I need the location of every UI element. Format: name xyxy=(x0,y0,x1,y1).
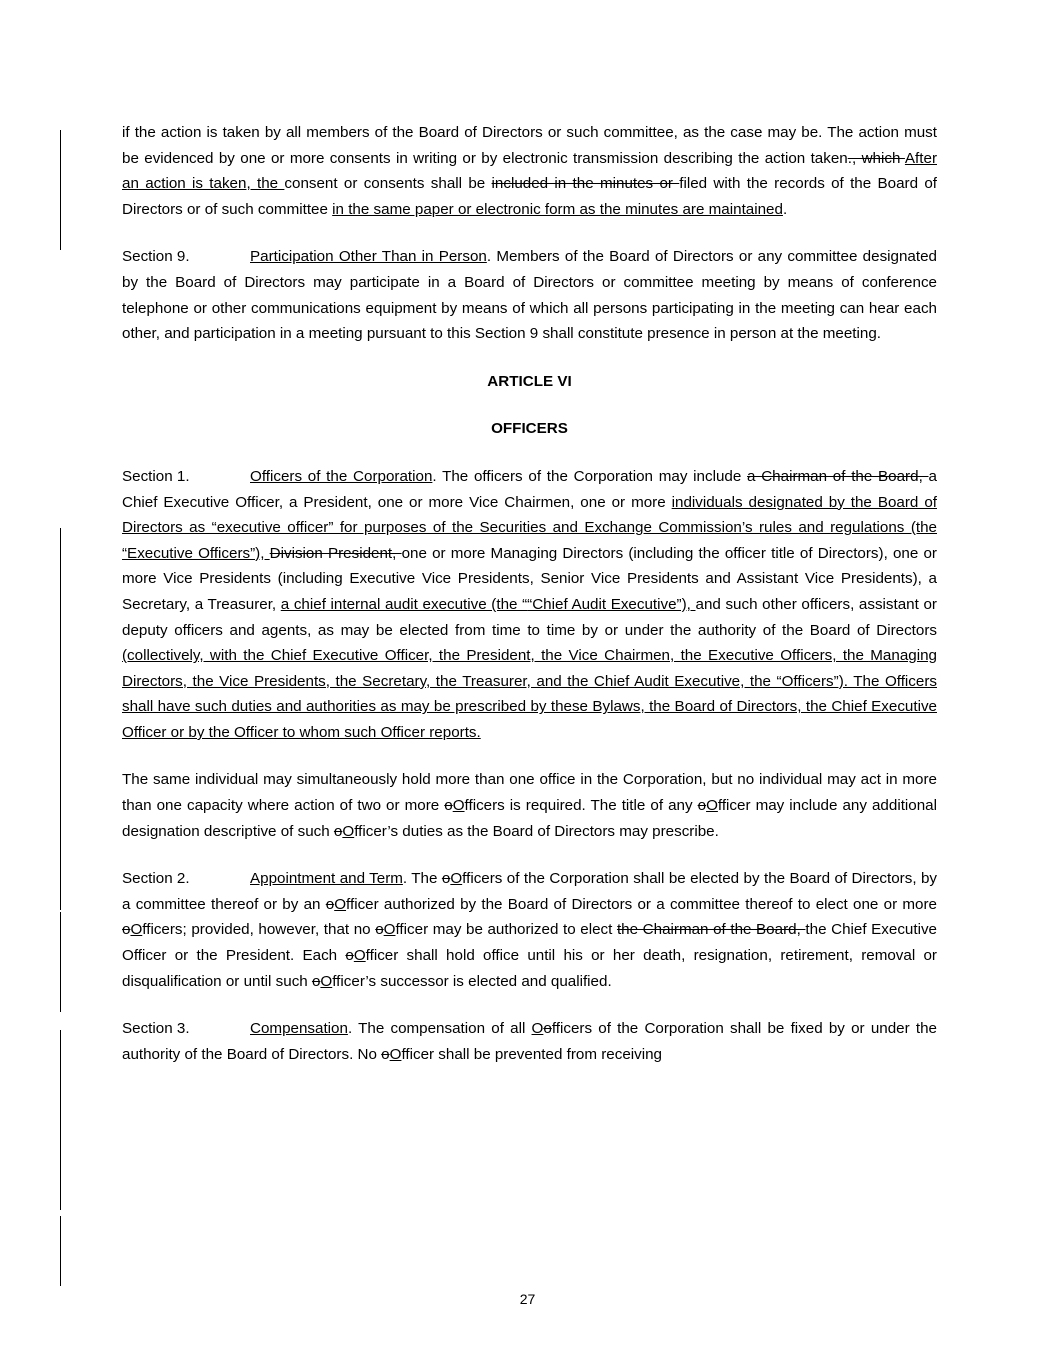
inserted-text: O xyxy=(389,1045,402,1063)
deleted-text: o xyxy=(444,797,453,815)
inserted-text: “Chief Audit Executive”), xyxy=(527,595,696,613)
change-bar xyxy=(60,528,61,698)
inserted-text: O xyxy=(320,972,333,990)
deleted-text: o xyxy=(311,972,321,990)
change-bar xyxy=(60,130,61,250)
body-text: . xyxy=(782,200,788,218)
deleted-text: . xyxy=(847,149,852,167)
section-label: Section 3. xyxy=(122,1020,190,1038)
deleted-text: included in the minutes or xyxy=(491,175,680,193)
body-text: fficer may be authorized to elect xyxy=(395,921,617,939)
body-text: fficer may include any additional designation descriptive of such xyxy=(122,797,937,840)
body-text: fficer shall be prevented from receiving xyxy=(401,1045,663,1063)
deleted-text: o xyxy=(122,921,131,939)
paragraph-p7 xyxy=(122,866,937,994)
page-footer xyxy=(0,1291,1055,1307)
deleted-text: o xyxy=(333,822,343,840)
body-text: one or more Managing Directors (including the officer title of Directors), one or more Vice Presidents (including Executive Vice Presidents, Senior Vice Presidents and Assistant Vice Presidents), a Secretary, a Treasurer, xyxy=(122,544,937,613)
inserted-text: O xyxy=(353,947,366,965)
inserted-text: O xyxy=(452,797,465,815)
paragraph-p6 xyxy=(122,767,937,844)
body-text: . The xyxy=(402,870,442,888)
section-label: Section 1. xyxy=(122,467,190,485)
deleted-text: o xyxy=(381,1045,390,1063)
deleted-text: , which xyxy=(851,149,905,167)
change-bar-margin xyxy=(60,0,64,1365)
deleted-text: o xyxy=(375,921,384,939)
body-text: The same individual may simultaneously hold more than one office in the Corporation, but no individual may act in more than one capacity where action of two or more xyxy=(122,771,937,815)
body-text: . The compensation of all xyxy=(347,1020,532,1038)
inserted-text: a chief internal audit executive (the “ xyxy=(280,595,528,613)
deleted-text: the Chairman of the Board, xyxy=(616,921,806,939)
body-text: the Chief Executive Officer or the President. Each xyxy=(122,921,938,965)
change-bar xyxy=(60,680,61,910)
paragraph-p8 xyxy=(122,1016,937,1067)
body-text: filed with the records of the Board of Directors or of such committee xyxy=(122,175,937,218)
deleted-text: o xyxy=(345,947,354,965)
body-text: consent or consents shall be xyxy=(284,175,492,193)
body-text: fficers; provided, however, that no xyxy=(142,921,376,939)
heading-p4 xyxy=(122,416,937,442)
inserted-text: After an action is taken, the xyxy=(122,149,937,193)
section-title: Appointment and Term xyxy=(250,870,403,888)
body-text: fficer authorized by the Board of Directors or a committee thereof to elect one or more xyxy=(346,895,937,913)
section-title: Participation Other Than in Person xyxy=(250,248,487,266)
body-text: OFFICERS xyxy=(491,420,568,438)
inserted-text: O xyxy=(383,921,396,939)
body-text: ARTICLE VI xyxy=(487,372,572,390)
inserted-text: individuals designated by the Board of Directors as “executive officer” for purposes of the Securities and Exchange Commission’s rules and regulations (the “Executive Officers”), xyxy=(122,493,937,562)
section-title: Compensation xyxy=(250,1020,348,1038)
paragraph-p2 xyxy=(122,244,937,346)
inserted-text: (collectively, with the Chief Executive Officer, the President, the Vice Chairmen, the Executive Officers, the Managing Directors, the Vice Presidents, the Secretary, the Treasurer, and the Chief Audit Executive, the “Officers”). The Officers shall have such duties and authorities as may be prescribed by these Bylaws, the Board of Directors, the Chief Executive Officer or by the Officer to whom such Officer reports. xyxy=(122,647,937,741)
deleted-text: o xyxy=(325,895,335,913)
inserted-text: O xyxy=(334,895,347,913)
deleted-text: o xyxy=(697,797,707,815)
inserted-text: O xyxy=(342,822,355,840)
inserted-text: O xyxy=(450,870,463,888)
inserted-text: O xyxy=(130,921,143,939)
body-text: fficers is required. The title of any xyxy=(464,797,698,815)
section-label: Section 2. xyxy=(122,870,190,888)
change-bar xyxy=(60,1030,61,1210)
deleted-text: o xyxy=(543,1020,552,1038)
body-text: a Chief Executive Officer, a President, one or more Vice Chairmen, one or more xyxy=(122,467,937,511)
body-text: if the action is taken by all members of the Board of Directors or such committee, as the case may be. The action must be evidenced by one or more consents in writing or by electronic transmission describing the action taken xyxy=(122,124,937,167)
body-text: fficers of the Corporation shall be elected by the Board of Directors, by a committee thereof or by an xyxy=(122,870,937,913)
body-text: fficer shall hold office until his or her death, resignation, retirement, removal or disqualification or until such xyxy=(122,947,937,990)
section-label: Section 9. xyxy=(122,248,190,266)
document-body xyxy=(122,120,937,1067)
change-bar xyxy=(60,912,61,1012)
change-bar xyxy=(60,1216,61,1286)
paragraph-p1 xyxy=(122,120,937,222)
body-text: fficer’s successor is elected and qualified. xyxy=(332,972,612,990)
body-text: fficers of the Corporation shall be fixed by or under the authority of the Board of Directors. No xyxy=(122,1020,937,1063)
section-title: Officers of the Corporation xyxy=(250,467,433,485)
deleted-text: o xyxy=(441,870,451,888)
deleted-text: Division President, xyxy=(269,544,402,562)
heading-p3 xyxy=(122,369,937,395)
inserted-text: in the same paper or electronic form as the minutes are maintained xyxy=(332,200,783,218)
body-text: fficer’s duties as the Board of Directors may prescribe. xyxy=(354,822,719,840)
inserted-text: O xyxy=(706,797,718,815)
deleted-text: a Chairman of the Board, xyxy=(747,467,929,485)
body-text: . The officers of the Corporation may include xyxy=(432,467,748,485)
page-number: 27 xyxy=(519,1291,536,1307)
body-text: and such other officers, assistant or deputy officers and agents, as may be elected from time to time by or under the authority of the Board of Directors xyxy=(122,595,937,639)
body-text: . Members of the Board of Directors or any committee designated by the Board of Directors may participate in a Board of Directors or committee meeting by means of conference telephone or other communications equipment by means of which all persons participating in the meeting can hear each other, and participation in a meeting pursuant to this Section 9 shall constitute presence in person at the meeting. xyxy=(122,248,937,343)
paragraph-p5 xyxy=(122,464,937,746)
inserted-text: O xyxy=(531,1020,544,1038)
